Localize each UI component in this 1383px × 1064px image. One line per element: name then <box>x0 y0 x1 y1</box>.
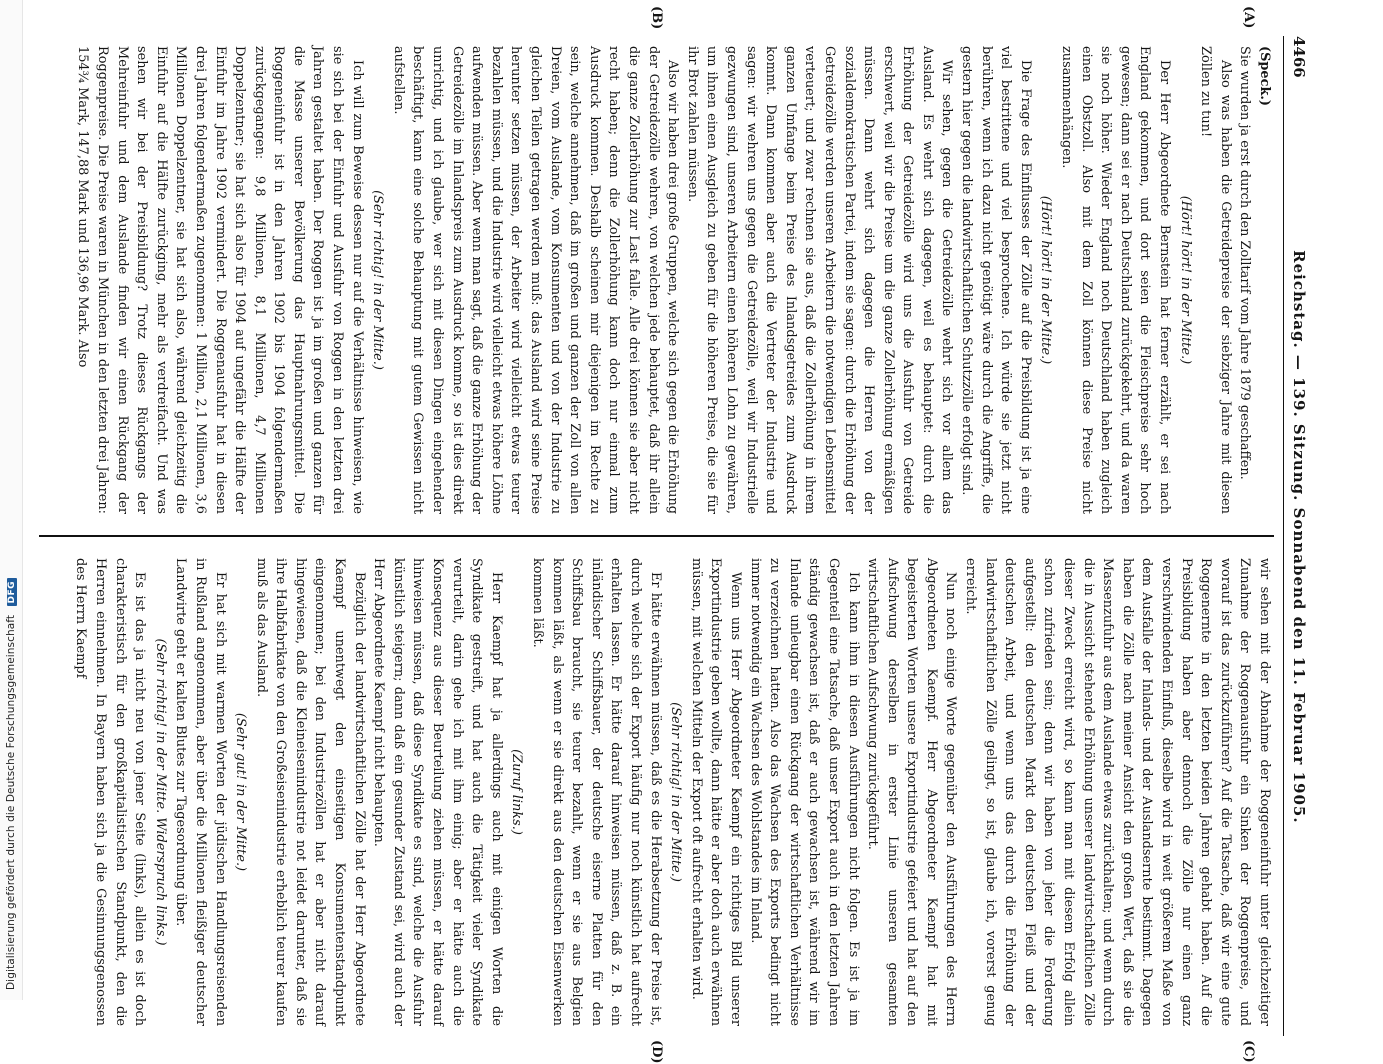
interjection: (Hört! hört! in der Mitte.) <box>1177 195 1193 365</box>
paragraph: Herr Kaempf hat ja allerdings auch mit einigen Worten die Syndikate gestreift, und hat auch die Tätigkeit vieler Syndikate verurteilt, darin gehe ich mit ihm einig; aber er hätte auch die Konsequenz aus dieser Beurteilung ziehen müssen, er hätte darauf hinweisen müssen, daß diese Syndikate es sind, welche die Ausfuhr künstlich steigern; dann daß ein gesunder Zustand sei, wird auch der Herr Abgeordnete Kaempf nicht behaupten. <box>371 558 504 1026</box>
rotated-document-page <box>18 6 1314 1064</box>
speaker-tag: (Speck.) <box>1257 46 1272 106</box>
interjection: (Sehr richtig! in der Mitte.) <box>668 702 684 882</box>
dfg-logo: DFG <box>7 578 17 607</box>
interjection: (Zuruf links.) <box>509 749 525 835</box>
paragraph: Wir sehen, gegen die Getreidezölle wehrt sich vor allem das Ausland. Es wehrt sich dagegen, weil es behauptet: durch die Erhöhung der Getreidezölle wird uns die Ausfuhr von Getreide erschwert, weil wir die Preise um die ganze Zollerhöhung ermäßigen müssen. Dann wehrt sich dagegen die Herren von der sozialdemokratischen Partei, indem sie sagen: durch die Erhöhung der Getreidezölle werden unseren Arbeitern die notwendigen Lebensmittel verteuert; und zwar rechnen sie aus, daß die Zollerhöhung in ihrem ganzen Umfange beim Preise des Inlandsgetreides zum Ausdruck kommt. Dann kommen aber auch die Vertreter der Industrie und sagen: wir wehren uns gegen die Getreidezölle, weil wir Industrielle gezwungen sind, unseren Arbeitern einen höheren Lohn zu gewähren, um ihnen einen Ausgleich zu geben für die höheren Preise, die sie für ihr Brot zahlen müssen. <box>684 46 955 514</box>
paragraph: Ich will zum Beweise dessen nur auf die Verhältnisse hinweisen, wie sie sich bei der Einfuhr und Ausfuhr von Roggen in den letzten drei Jahren gestaltet haben. Der Roggen ist ja im großen und ganzen für die Masse unserer Bevölkerung das Hauptnahrungsmittel. Die Roggeneinfuhr ist in den Jahren 1902 bis 1904 folgendermaßen zurückgegangen: 9,8 Millionen, 8,1 Millionen, 4,7 Millionen Doppelzentner; sie hat sich also für 1904 auf ungefähr die Hälfte der Einfuhr im Jahre 1902 vermindert. Die Roggenausfuhr hat in diesen drei Jahren folgendermaßen zugenommen: 1 Million, 2,1 Millionen, 3,6 Millionen Doppelzentner, sie hat sich also, während gleichzeitig die Einfuhr auf die Hälfte zurückging, mehr als verdreifacht. Und was sehen wir bei der Preisbildung? Trotz dieses Rückgangs der Mehreinfuhr und dem Auslande finden wir einen Rückgang der Roggenpreise. Die Preise waren in München in den letzten drei Jahren: 154¾ Mark, 147,88 Mark und 136,96 Mark. Also <box>75 46 365 514</box>
paragraph: Also was haben die Getreidepreise der siebziger Jahre mit diesen Zöllen zu tun! <box>1198 46 1233 514</box>
paragraph: Wenn uns Herr Abgeordneter Kaempf ein richtiges Bild unserer Exportindustrie geben wollte, dann hätte er aber doch auch erwähnen müssen, mit welchen Mitteln der Export oft aufrecht erhalten wird. <box>688 558 743 1026</box>
paragraph: Er hätte erwähnen müssen, daß es die Herabsetzung der Preise ist, durch welche sich der Export häufig nur noch künstlich hat aufrecht erhalten lassen. Er hätte darauf hinweisen müssen, daß z. B. ein inländischer Schiffsbauer, der deutsche eiserne Platten für den Schiffsbau braucht, sie teurer bezahlt, wenn er sie aus Belgien kommen läßt, als wenn er sie direkt aus den deutschen Eisenwerken kommen läßt. <box>530 558 663 1026</box>
funding-note-text: Digitalisierung gefördert durch die Deutsche Forschungsgemeinschaft <box>5 614 17 990</box>
paragraph: Der Herr Abgeordnete Bernstein hat ferner erzählt, er sei nach England gekommen, und dort seien die Fleischpreise sehr hoch gewesen; dann sei er nach Deutschland zurückgekehrt, und da waren sie noch höher. Wieder England noch Deutschland haben zugleich einen Obstzoll. Also mit dem Zoll können diese Preise nicht zusammenhängen. <box>1059 46 1173 514</box>
paragraph: Also wir haben drei große Gruppen, welche sich gegen die Erhöhung der Getreidezölle wehren, von welchen jede behauptet, daß ihr allein die ganze Zollerhöhung zur Last falle. Alle drei können sie aber nicht recht haben; denn die Zollerhöhung kann doch nur einmal zum Ausdruck kommen. Deshalb scheinen mir diejenigen im Rechte zu sein, welche annehmen, daß im großen und ganzen der Zoll von allen Dreien, vom Auslande, vom Konsumenten und von der Industrie zu gleichen Teilen getragen werden muß: das Ausland wird seine Preise herunter setzen müssen, der Arbeiter wird vielleicht etwas teurer bezahlen müssen, und die Industrie wird vielleicht etwas höhere Löhne aufwenden müssen. Aber wenn man sagt, daß die ganze Erhöhung der Getreidezölle im Inlandspreis zum Ausdruck komme, so ist dies direkt unrichtig, und ich glaube, wer sich mit diesen Dingen eingehender beschäftigt, kann eine solche Behauptung mit gutem Gewissen nicht aufstellen. <box>390 46 681 514</box>
page-header <box>1283 36 1314 1036</box>
interjection: (Sehr richtig! in der Mitte.) <box>370 190 386 370</box>
margin-letter-d: (D) <box>649 1040 664 1064</box>
paragraph: wir sehen mit der Abnahme der Roggeneinfuhr unter gleichzeitiger Zunahme der Roggenausfuhr ein Sinken der Roggenpreise, und worauf ist das zurückzuführen? Auf die Tatsache, daß wir eine gute Roggenernte in den letzten beiden Jahren gehabt haben. Auf die Preisbildung haben aber dennoch die Zölle nur einen ganz verschwindenden Einfluß, dieselbe wird in weit größerem Maße von dem Ausfalle der Inlands- und der Auslandsernte bestimmt. Dagegen haben die Zölle nach meiner Ansicht den großen Wert, daß sie die Massenzufuhr aus dem Auslande etwas zurückhalten; und wenn durch die in Aussicht stehende Erhöhung unserer landwirtschaftlichen Zölle dieser Zweck erreicht wird, so kann man mit diesem Erfolg allein schon zufrieden sein; denn wir haben von jeher die Forderung aufgestellt: den deutschen Markt den deutschen Fleiß und der deutschen Arbeit, und wenn uns das durch die Erhöhung der landwirtschaftlichen Zölle gelingt, so ist, glaube ich, vorerst genug erreicht. <box>963 558 1272 1026</box>
right-column <box>71 558 1274 1026</box>
margin-letter-a: (A) <box>1241 6 1256 29</box>
margin-letter-c: (C) <box>1241 1040 1256 1063</box>
funding-note <box>5 578 17 990</box>
margin-letter-b: (B) <box>649 6 664 30</box>
paragraph: Es ist das ja nicht neu von jener Seite (links), allein es ist doch charakteristisch für den großkapitalistischen Standpunkt, den die Herren einnehmen. In Bayern haben sich ja die Gesinnungsgenossen des Herrn Kaempf <box>73 558 148 1026</box>
interjection: (Sehr richtig! in der Mitte. Widerspruch links.) <box>152 638 168 946</box>
paragraph: Er hat sich mit warmen Worten der jüdischen Handlungsreisenden in Rußland angenommen, aber über die Millionen fleißiger deutscher Landwirte geht er kalten Blutes zur Tagesordnung über. <box>173 558 228 1026</box>
paragraph: Ich kann ihm in diesen Ausführungen nicht folgen. Es ist ja im Gegenteil eine Tatsache, daß unser Export auch in den letzten Jahren ständig gewachsen ist, daß er auch gewachsen ist, während wir im Inlande unleugbar einen Rückgang der wirtschaftlichen Verhältnisse zu verzeichnen hatten. Also das Wachsen des Exports bedingt nicht immer notwendig ein Wachsen des Wohlstandes im Inland. <box>747 558 861 1026</box>
column-divider <box>39 535 1274 537</box>
page-number: 4466 <box>1290 36 1308 78</box>
interjection: (Hört! hört! in der Mitte.) <box>1038 195 1054 365</box>
paragraph: Bezüglich der landwirtschaftlichen Zölle hat der Herr Abgeordnete Kaempf unentwegt den einseitigen Konsumentenstandpunkt eingenommen; bei den Industriezöllen hat er aber nicht darauf hingewiesen, daß die Kleineisenindustrie not leidet darunter, daß sie ihre Halbfabrikate von den Großeisenindustrie erheblich teurer kaufen muß als das Ausland. <box>253 558 367 1026</box>
paragraph: Die Frage des Einflusses der Zölle auf die Preisbildung ist ja eine viel bestrittene und viel besprochene. Ich würde sie jetzt nicht berühren, wenn ich dazu nicht genötigt wäre durch die Angriffe, die gestern hier gegen die landwirtschaftlichen Schutzzölle erfolgt sind. <box>959 46 1033 514</box>
interjection: (Sehr gut! in der Mitte.) <box>233 712 249 872</box>
left-column <box>73 46 1274 514</box>
paragraph: Nun noch einige Worte gegenüber den Ausführungen des Herrn Abgeordneten Kaempf. Herr Abgeordneter Kaempf hat mit begeisterten Worten unsere Exportindustrie gefeiert und hat auf den Aufschwung derselben in erster Linie unseren gesamten wirtschaftlichen Aufschwung zurückgeführt. <box>865 558 959 1026</box>
running-title: Reichstag. — 139. Sitzung. Sonnabend den 11. Februar 1905. <box>1290 250 1308 824</box>
paragraph: Sie wurden ja erst durch den Zolltarif vom Jahre 1879 geschaffen. <box>1237 46 1253 480</box>
